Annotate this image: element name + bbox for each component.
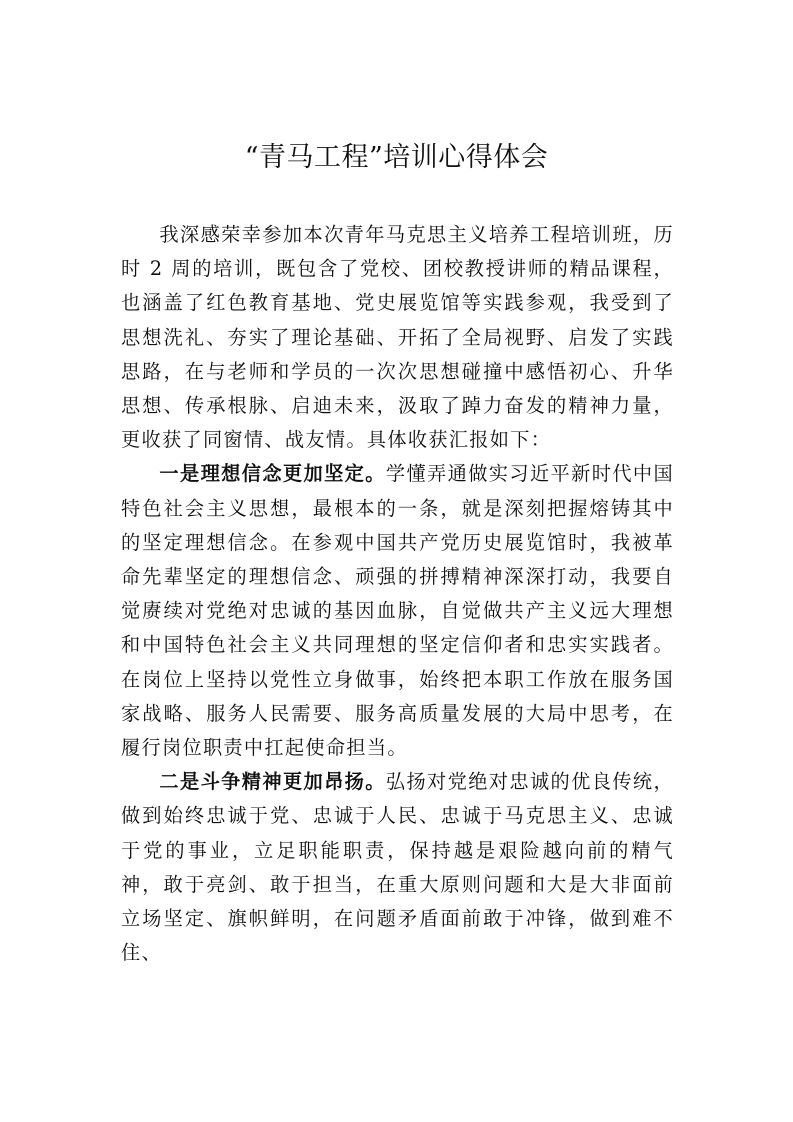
paragraph-text: 弘扬对党绝对忠诚的优良传统，做到始终忠诚于党、忠诚于人民、忠诚于马克思主义、忠诚于党的事业，立足职能职责，保持越是艰险越向前的精气神，敢于亮剑、敢于担当，在重大原则问题和大是大非面前立场坚定、旗帜鲜明，在问题矛盾面前敢于冲锋，做到难不住、 bbox=[121, 770, 674, 965]
paragraph-text: 我深感荣幸参加本次青年马克思主义培养工程培训班，历时 2 周的培训，既包含了党校、团校教授讲师的精品课程，也涵盖了红色教育基地、党史展览馆等实践参观，我受到了思想洗礼、夯实了理论基础、开拓了全局视野、启发了实践思路，在与老师和学员的一次次思想碰撞中感悟初心、升华思想、传承根脉、启迪未来，汲取了踔力奋发的精神力量，更收获了同窗情、战友情。具体收获汇报如下： bbox=[121, 223, 674, 452]
paragraph-lead: 二是斗争精神更加昂扬。 bbox=[159, 770, 386, 794]
paragraph-text: 学懂弄通做实习近平新时代中国特色社会主义思想，最根本的一条，就是深刻把握熔铸其中的坚定理想信念。在参观中国共产党历史展览馆时，我被革命先辈坚定的理想信念、顽强的拼搏精神深深打动，我要自觉赓续对党绝对忠诚的基因血脉，自觉做共产主义远大理想和中国特色社会主义共同理想的坚定信仰者和忠实实践者。在岗位上坚持以党性立身做事，始终把本职工作放在服务国家战略、服务人民需要、服务高质量发展的大局中思考，在履行岗位职责中扛起使命担当。 bbox=[121, 462, 674, 760]
paragraph-intro bbox=[121, 218, 674, 457]
paragraph-struggle bbox=[121, 765, 674, 970]
document-body bbox=[121, 218, 674, 970]
document-title: “青马工程”培训心得体会 bbox=[244, 142, 549, 173]
paragraph-ideals bbox=[121, 457, 674, 765]
paragraph-lead: 一是理想信念更加坚定。 bbox=[159, 462, 386, 486]
